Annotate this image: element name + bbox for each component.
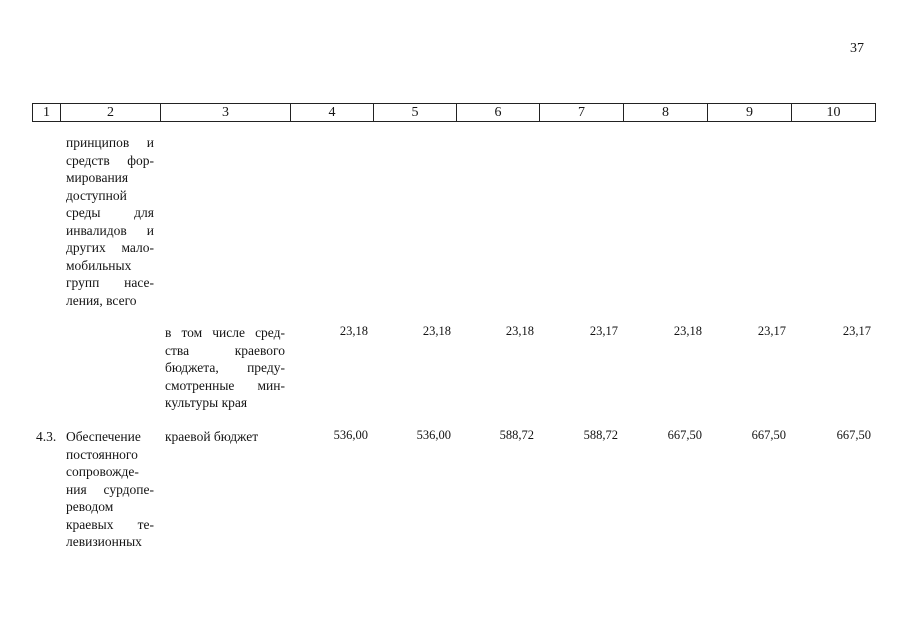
row-3-value-col-10: 667,50 xyxy=(836,428,871,442)
column-number-header xyxy=(32,103,876,122)
row-3-name: Обеспечение постоянного сопровожде- ния сурдопе- реводом краевых те- левизионных xyxy=(66,429,154,549)
row-2-source: в том числе сред- ства краевого бюджета, преду- смотренные мин- культуры края xyxy=(165,325,285,410)
column-number-6: 6 xyxy=(457,104,540,122)
row-3-number: 4.3. xyxy=(36,429,57,444)
column-number-1: 1 xyxy=(33,104,61,122)
column-number-2: 2 xyxy=(61,104,161,122)
row-2-value-col-7: 23,17 xyxy=(589,324,618,338)
row-2-value-col-10: 23,17 xyxy=(842,324,871,338)
column-number-5: 5 xyxy=(374,104,457,122)
column-number-10: 10 xyxy=(792,104,876,122)
column-number-3: 3 xyxy=(161,104,291,122)
column-number-4: 4 xyxy=(291,104,374,122)
page-number: 37 xyxy=(850,41,864,56)
row-3-value-col-6: 588,72 xyxy=(499,428,534,442)
row-2-value-col-9: 23,17 xyxy=(757,324,786,338)
column-number-9: 9 xyxy=(708,104,792,122)
row-3-value-col-9: 667,50 xyxy=(751,428,786,442)
row-2-value-col-4: 23,18 xyxy=(339,324,368,338)
column-number-8: 8 xyxy=(624,104,708,122)
row-3-value-col-7: 588,72 xyxy=(583,428,618,442)
row-3-value-col-8: 667,50 xyxy=(667,428,702,442)
row-2-value-col-6: 23,18 xyxy=(505,324,534,338)
row-2-value-col-5: 23,18 xyxy=(422,324,451,338)
row-1-name: принципов и средств фор- мирования доступной среды для инвалидов и других мало- мобильных групп насе- ления, всего xyxy=(66,135,154,308)
row-2-value-col-8: 23,18 xyxy=(673,324,702,338)
table-header-row xyxy=(33,104,876,122)
row-3-source: краевой бюджет xyxy=(165,429,259,444)
row-3-value-col-5: 536,00 xyxy=(416,428,451,442)
row-3-value-col-4: 536,00 xyxy=(333,428,368,442)
column-number-7: 7 xyxy=(540,104,624,122)
